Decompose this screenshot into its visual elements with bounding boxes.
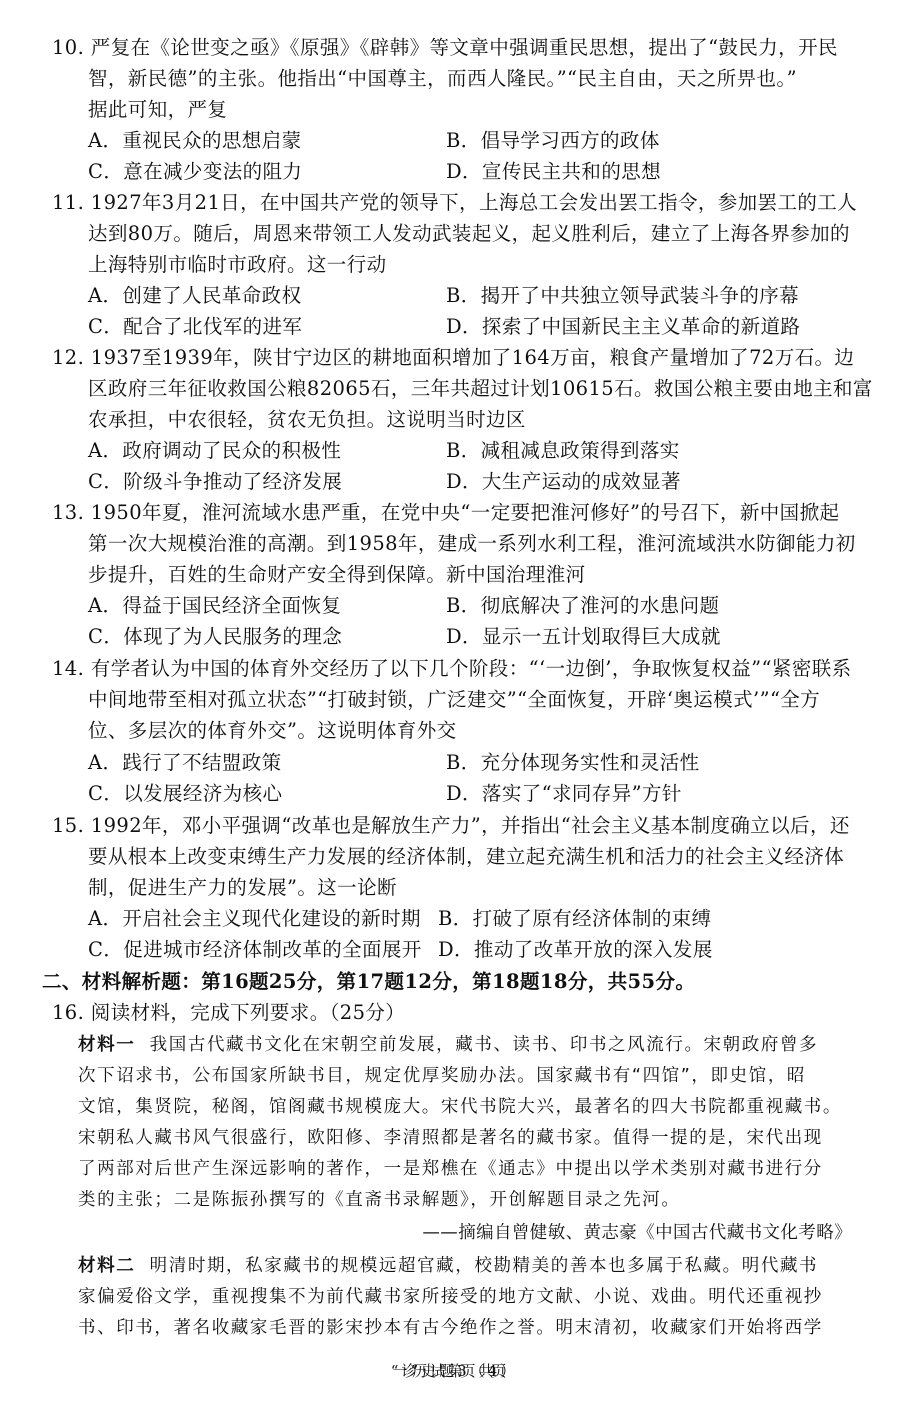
question-10-option-d: D．宣传民主共和的思想 — [446, 160, 662, 183]
question-15-line-3: 制，促进生产力的发展”。这一论断 — [88, 876, 397, 899]
question-12-line-1: 12. 1937至1939年，陕甘宁边区的耕地面积增加了164万亩，粮食产量增加了72万石。边 — [52, 346, 855, 369]
question-13-option-a: A．得益于国民经济全面恢复 — [88, 594, 342, 617]
material-1-source: ——摘编自曾健敏、黄志豪《中国古代藏书文化考略》 — [422, 1223, 852, 1243]
question-12-line-3: 农承担，中农很轻，贫农无负担。这说明当时边区 — [88, 408, 526, 431]
question-15-option-d: D．推动了改革开放的深入发展 — [438, 938, 713, 961]
material-1-label: 材料一 — [78, 1035, 136, 1055]
question-10-option-c: C．意在减少变法的阻力 — [88, 160, 303, 183]
question-14-line-1: 14. 有学者认为中国的体育外交经历了以下几个阶段：“‘一边倒’，争取恢复权益”“紧密联系 — [52, 657, 852, 680]
question-15-option-b: B．打破了原有经济体制的束缚 — [438, 907, 712, 930]
question-13-option-b: B．彻底解决了淮河的水患问题 — [446, 594, 720, 617]
question-10-option-b: B．倡导学习西方的政体 — [446, 129, 660, 152]
material-1-line-2: 次下诏求书，公布国家所缺书目，规定优厚奖励办法。国家藏书有“四馆”，即史馆，昭 — [78, 1066, 807, 1086]
question-12-option-a: A．政府调动了民众的积极性 — [88, 439, 342, 462]
material-1-text-1: 我国古代藏书文化在宋朝空前发展，藏书、读书、印书之风流行。宋朝政府曾多 — [149, 1035, 819, 1055]
question-14-line-3: 位、多层次的体育外交”。这说明体育外交 — [88, 719, 457, 742]
question-13-line-2: 第一次大规模治淮的高潮。到1958年，建成一系列水利工程，淮河流域洪水防御能力初 — [88, 532, 856, 555]
material-2-label: 材料二 — [78, 1256, 136, 1276]
question-13-line-1: 13. 1950年夏，淮河流域水患严重，在党中央“一定要把淮河修好”的号召下，新中国掀起 — [52, 501, 840, 524]
material-2-line-3: 书、印书，著名收藏家毛晋的影宋抄本有古今绝作之誉。明末清初，收藏家们开始将西学 — [78, 1318, 823, 1338]
question-15-option-a: A．开启社会主义现代化建设的新时期 — [88, 907, 421, 930]
question-11-option-b: B．揭开了中共独立领导武装斗争的序幕 — [446, 284, 800, 307]
question-10-option-a: A．重视民众的思想启蒙 — [88, 129, 302, 152]
question-10-line-2: 智，新民德”的主张。他指出“中国尊主，而西人隆民。”“民主自由，天之所畀也。” — [88, 67, 797, 90]
material-2-text-1: 明清时期，私家藏书的规模远超官藏，校勘精美的善本也多属于私藏。明代藏书 — [149, 1256, 819, 1276]
question-15-line-2: 要从根本上改变束缚生产力发展的经济体制，建立起充满生机和活力的社会主义经济体 — [88, 845, 845, 868]
question-15-line-1: 15. 1992年，邓小平强调“改革也是解放生产力”，并指出“社会主义基本制度确立以后，还 — [52, 814, 850, 837]
question-13-option-c: C．体现了为人民服务的理念 — [88, 625, 343, 648]
material-1-line-1 — [78, 1030, 818, 1060]
question-12-option-c: C．阶级斗争推动了经济发展 — [88, 470, 343, 493]
question-12-line-2: 区政府三年征收救国公粮82065石，三年共超过计划10615石。救国公粮主要由地主和富 — [88, 377, 873, 400]
material-2-line-1 — [78, 1251, 818, 1281]
material-1-line-3: 文馆，集贤院，秘阁，馆阁藏书规模庞大。宋代书院大兴，最著名的四大书院都重视藏书。 — [78, 1097, 842, 1117]
question-11-option-a: A．创建了人民革命政权 — [88, 284, 302, 307]
question-14-option-d: D．落实了“求同存异”方针 — [446, 782, 682, 805]
question-12-option-d: D．大生产运动的成效显著 — [446, 470, 681, 493]
material-1-line-4: 宋朝私人藏书风气很盛行，欧阳修、李清照都是著名的藏书家。值得一提的是，宋代出现 — [78, 1128, 823, 1148]
question-16-prompt: 16. 阅读材料，完成下列要求。（25分） — [52, 1001, 406, 1024]
material-2-line-2: 家偏爱俗文学，重视搜集不为前代藏书家所接受的地方文献、小说、戏曲。明代还重视抄 — [78, 1287, 823, 1307]
page-footer: “一诊”历史试题第3页（共4页） — [390, 1362, 510, 1380]
question-14-option-a: A．践行了不结盟政策 — [88, 751, 282, 774]
question-14-line-2: 中间地带至相对孤立状态”“打破封锁，广泛建交”“全面恢复，开辟‘奥运模式’”“全方 — [88, 688, 821, 711]
question-10-line-1: 10. 严复在《论世变之亟》《原强》《辟韩》等文章中强调重民思想，提出了“鼓民力，开民 — [52, 36, 838, 59]
question-14-option-c: C．以发展经济为核心 — [88, 782, 283, 805]
question-11-option-c: C．配合了北伐军的进军 — [88, 315, 303, 338]
section-2-heading: 二、材料解析题：第16题25分，第17题12分，第18题18分，共55分。 — [42, 970, 696, 993]
question-14-option-b: B．充分体现务实性和灵活性 — [446, 751, 700, 774]
question-11-line-1: 11. 1927年3月21日，在中国共产党的领导下，上海总工会发出罢工指令，参加罢工的工人 — [52, 191, 858, 214]
question-11-line-3: 上海特别市临时市政府。这一行动 — [88, 253, 387, 276]
material-1-line-5: 了两部对后世产生深远影响的著作，一是郑樵在《通志》中提出以学术类别对藏书进行分 — [78, 1159, 823, 1179]
material-1-line-6: 类的主张；二是陈振孙撰写的《直斋书录解题》，开创解题目录之先河。 — [78, 1190, 681, 1210]
question-12-option-b: B．减租减息政策得到落实 — [446, 439, 680, 462]
question-11-option-d: D．探索了中国新民主主义革命的新道路 — [446, 315, 801, 338]
question-13-line-3: 步提升，百姓的生命财产安全得到保障。新中国治理淮河 — [88, 563, 586, 586]
question-11-line-2: 达到80万。随后，周恩来带领工人发动武装起义，起义胜利后，建立了上海各界参加的 — [88, 222, 850, 245]
question-13-option-d: D．显示一五计划取得巨大成就 — [446, 625, 721, 648]
question-15-option-c: C．促进城市经济体制改革的全面展开 — [88, 938, 422, 961]
question-10-line-3: 据此可知，严复 — [88, 98, 228, 121]
